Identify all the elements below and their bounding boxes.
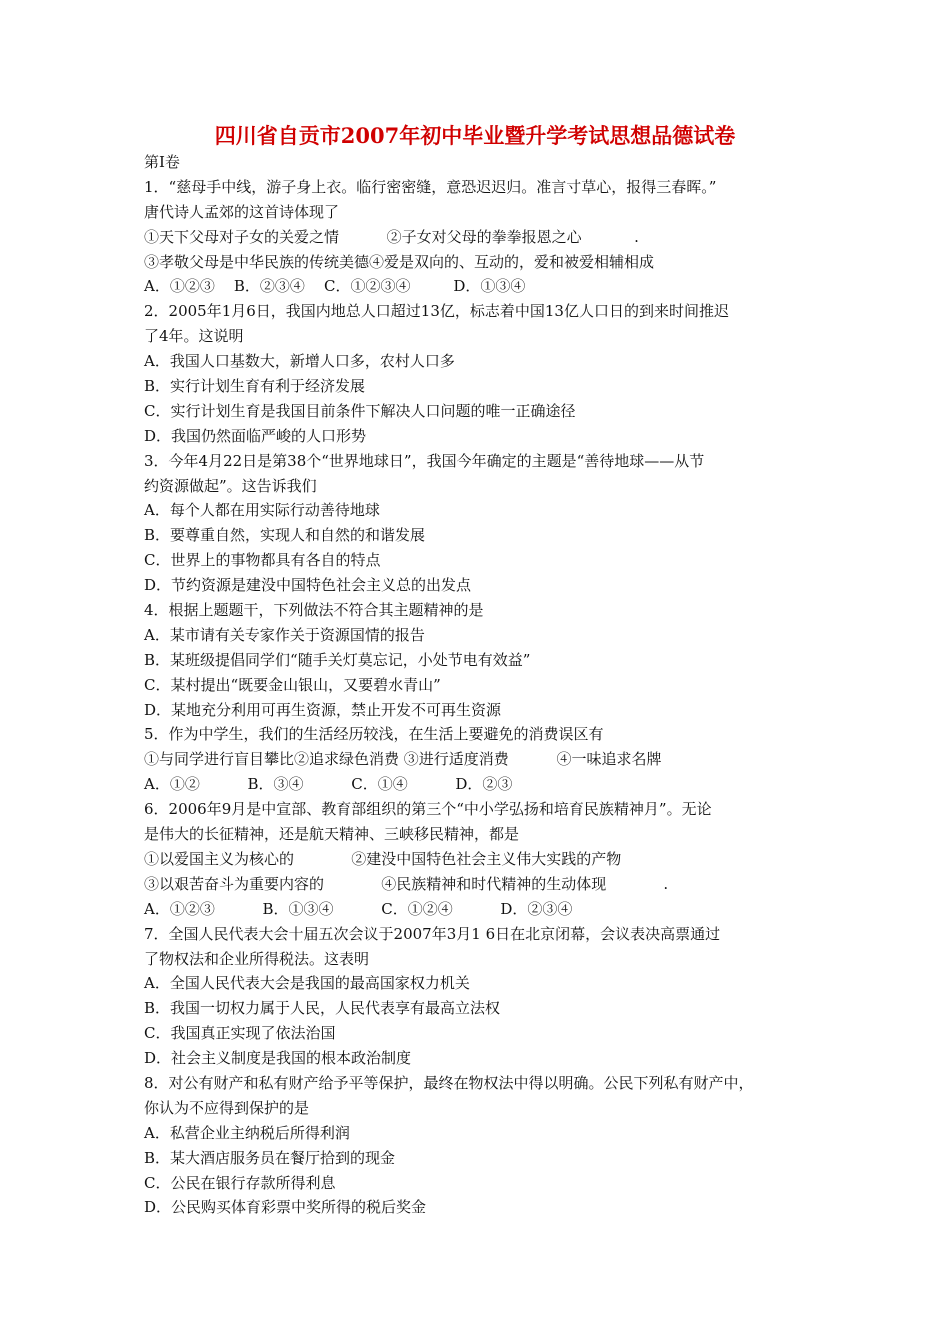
text-line: ③孝敬父母是中华民族的传统美德④爱是双向的、互动的，爱和被爱相辅相成 [144, 252, 655, 271]
section-heading: 第Ⅰ卷 [144, 153, 180, 171]
text-line: 唐代诗人孟郊的这首诗体现了 [144, 202, 340, 221]
text-line: C．公民在银行存款所得利息 [144, 1173, 336, 1192]
text-line: D．节约资源是建没中国特色社会主义总的出发点 [144, 576, 472, 595]
text-line: 8．对公有财产和私有财产给予平等保护，最终在物权法中得以明确。公民下列私有财产中， [144, 1073, 754, 1092]
text-line: 5．作为中学生，我们的生活经历较浅，在生活上要避免的消费误区有 [144, 725, 604, 744]
text-line: D．某地充分利用可再生资源，禁止开发不可再生资源 [144, 700, 502, 719]
text-line: A．全国人民代表大会是我国的最高国家权力机关 [144, 974, 470, 993]
text-line: 约资源做起”。这告诉我们 [144, 476, 317, 495]
text-line: C．我国真正实现了依法治国 [144, 1024, 336, 1043]
text-line: C．某村提出“既要金山银山，又要碧水青山” [144, 675, 441, 694]
text-line: A．私营企业主纳税后所得利润 [144, 1123, 350, 1142]
text-line: A．我国人口基数大，新增人口多，农村人口多 [144, 352, 455, 371]
text-line: C．世界上的事物都具有各自的特点 [144, 551, 381, 570]
text-line: 2．2005年1月6日，我国内地总人口超过13亿，标志着中国13亿人口日的到来时间推迟 [144, 302, 729, 321]
text-line: 1．“慈母手中线，游子身上衣。临行密密缝，意恐迟迟归。准言寸草心，报得三春晖。” [144, 177, 717, 196]
text-line: 了4年。这说明 [144, 327, 244, 346]
text-line: 4．根据上题题干，下列做法不符合其主题精神的是 [144, 601, 484, 620]
text-line: C．实行计划生育是我国目前条件下解决人口问题的唯一正确途径 [144, 401, 576, 420]
exam-body [144, 150, 824, 1220]
text-line: 6．2006年9月是中宣部、教育部组织的第三个“中小学弘扬和培育民族精神月”。无论 [144, 800, 712, 819]
text-line: ③以艰苦奋斗为重要内容的 ④民族精神和时代精神的生动体现 . [144, 874, 669, 893]
text-line: A．①② B．③④ C．①④ D．②③ [144, 775, 513, 794]
text-line: ①以爱国主义为核心的 ②建没中国特色社会主义伟大实践的产物 [144, 849, 622, 868]
text-line: B．我国一切权力属于人民，人民代表享有最高立法权 [144, 999, 501, 1018]
text-line: A．①②③ B．①③④ C．①②④ D．②③④ [144, 899, 573, 918]
text-line: 是伟大的长征精神，还是航天精神、三峡移民精神，都是 [144, 825, 520, 844]
text-line: 了物权法和企业所得税法。这表明 [144, 949, 370, 968]
text-line: A．某市请有关专家作关于资源国情的报告 [144, 625, 425, 644]
text-line: A．①②③ B．②③④ C．①②③④ D．①③④ [144, 277, 526, 296]
text-line: D．我国仍然面临严峻的人口形势 [144, 426, 367, 445]
text-line: ①与同学进行盲目攀比②追求绿色消费 ③进行适度消费 ④一味追求名牌 [144, 750, 662, 769]
text-line: D．公民购买体育彩票中奖所得的税后奖金 [144, 1198, 427, 1217]
text-line: B．某班级提倡同学们“随手关灯莫忘记，小处节电有效益” [144, 650, 531, 669]
text-line: 7．全国人民代表大会十届五次会议于2007年3月1 6日在北京闭幕，会议表决高票通过 [144, 924, 721, 943]
text-line: ①天下父母对子女的关爱之情 ②子女对父母的拳拳报恩之心 . [144, 227, 639, 246]
text-line: B．实行计划生育有利于经济发展 [144, 377, 366, 396]
text-line: 3．今年4月22日是第38个“世界地球日”，我国今年确定的主题是“善待地球——从节 [144, 451, 705, 470]
text-line: 你认为不应得到保护的是 [144, 1098, 310, 1117]
exam-title: 四川省自贡市2007年初中毕业暨升学考试思想品德试卷 [214, 123, 736, 148]
text-line: B．要尊重自然，实现人和自然的和谐发展 [144, 526, 426, 545]
text-line: B．某大酒店服务员在餐厅拾到的现金 [144, 1148, 396, 1167]
text-line: D．社会主义制度是我国的根本政治制度 [144, 1049, 412, 1068]
text-line: A．每个人都在用实际行动善待地球 [144, 501, 380, 520]
